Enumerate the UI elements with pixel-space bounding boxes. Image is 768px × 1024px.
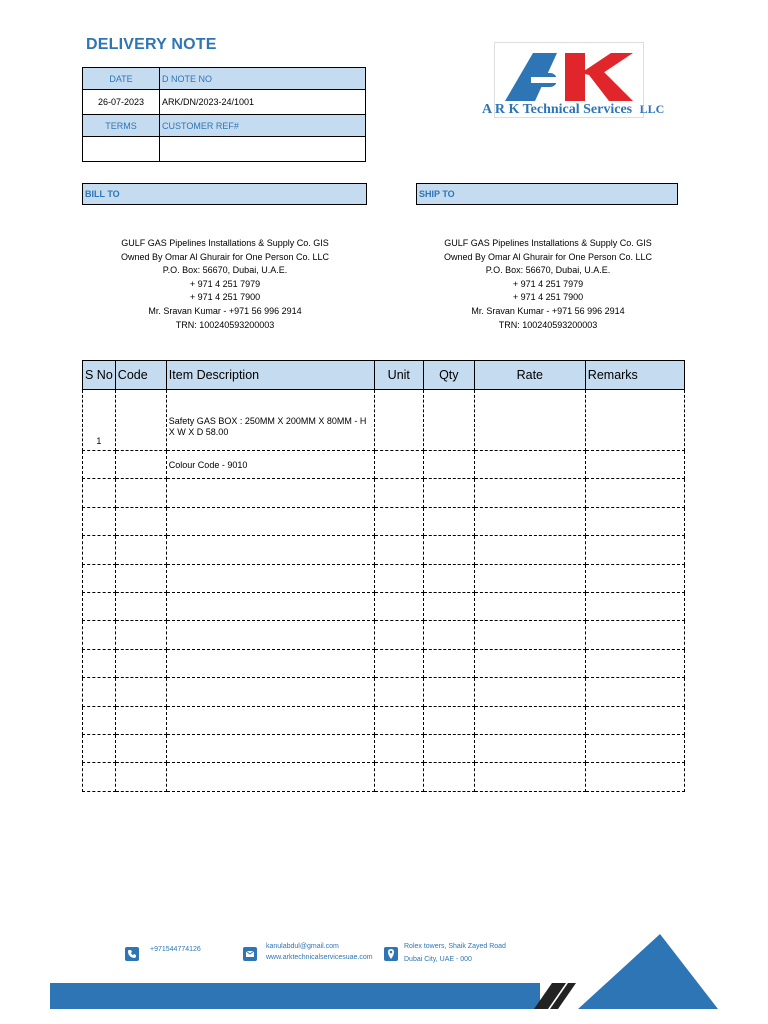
row-sno [83, 451, 116, 479]
row-rate [474, 451, 585, 479]
row-description: Safety GAS BOX : 250MM X 200MM X 80MM - H X W X D 58.00 [166, 390, 374, 451]
col-qty: Qty [423, 361, 474, 390]
company-name [482, 102, 664, 118]
company-name-text: A R K Technical Services [482, 102, 633, 117]
table-row [83, 734, 685, 762]
date-value: 26-07-2023 [83, 90, 160, 115]
table-row [83, 564, 685, 592]
items-header-row [83, 361, 685, 390]
table-row [83, 536, 685, 564]
bill-to-line: Owned By Omar Al Ghurair for One Person Co. LLC [120, 251, 330, 262]
table-row [83, 763, 685, 791]
col-description: Item Description [166, 361, 374, 390]
col-code: Code [115, 361, 166, 390]
row-qty [423, 451, 474, 479]
table-row [83, 479, 685, 507]
col-unit: Unit [374, 361, 423, 390]
ship-to-line: + 971 4 251 7979 [512, 278, 584, 289]
items-table [82, 360, 685, 792]
document-title: DELIVERY NOTE [86, 36, 217, 53]
row-code [115, 451, 166, 479]
table-row [83, 649, 685, 677]
custref-label: CUSTOMER REF# [160, 115, 366, 137]
footer-bar [50, 983, 540, 1009]
dnote-value: ARK/DN/2023-24/1001 [160, 90, 366, 115]
bill-to-line: + 971 4 251 7900 [189, 292, 261, 303]
bill-to-line: P.O. Box: 56670, Dubai, U.A.E. [162, 265, 288, 276]
date-label: DATE [83, 68, 160, 90]
terms-label: TERMS [83, 115, 160, 137]
terms-value [83, 137, 160, 162]
table-row [83, 706, 685, 734]
address-line1: Rolex towers, Shaik Zayed Road [404, 943, 506, 950]
table-row [83, 678, 685, 706]
company-suffix: LLC [639, 102, 665, 116]
row-unit [374, 451, 423, 479]
table-row [83, 621, 685, 649]
table-row [83, 451, 685, 479]
ship-to-line: TRN: 100240593200003 [498, 319, 598, 330]
row-code [115, 390, 166, 451]
footer-band [0, 930, 768, 1024]
ship-to-header: SHIP TO [416, 183, 678, 205]
col-rate: Rate [474, 361, 585, 390]
row-qty [423, 390, 474, 451]
ship-to-line: GULF GAS Pipelines Installations & Supply Co. GIS [444, 238, 652, 248]
col-sno: S No [83, 361, 116, 390]
bill-to-line: + 971 4 251 7979 [189, 278, 261, 289]
bill-to-line: TRN: 100240593200003 [175, 319, 275, 330]
phone-text: +971544774126 [150, 946, 201, 953]
table-row [83, 592, 685, 620]
bill-to-header: BILL TO [82, 183, 367, 205]
row-sno: 1 [83, 390, 116, 451]
info-table [82, 67, 366, 162]
ark-logo-mark [495, 43, 643, 103]
col-remarks: Remarks [585, 361, 684, 390]
address-line2: Dubai City, UAE - 000 [404, 956, 472, 963]
bill-to-address [75, 237, 375, 332]
footer-triangle [578, 934, 718, 1009]
row-unit [374, 390, 423, 451]
table-row [83, 507, 685, 535]
bill-to-line: GULF GAS Pipelines Installations & Supply Co. GIS [121, 238, 329, 248]
dnote-label: D NOTE NO [160, 68, 366, 90]
ship-to-line: + 971 4 251 7900 [512, 292, 584, 303]
row-remarks [585, 390, 684, 451]
custref-value [160, 137, 366, 162]
row-remarks [585, 451, 684, 479]
ship-to-line: P.O. Box: 56670, Dubai, U.A.E. [485, 265, 611, 276]
email-text: kanulabdul@gmail.com [266, 943, 339, 950]
ship-to-line: Owned By Omar Al Ghurair for One Person Co. LLC [443, 251, 653, 262]
ship-to-address [398, 237, 698, 332]
bill-to-line: Mr. Sravan Kumar - +971 56 996 2914 [148, 305, 302, 316]
row-description: Colour Code - 9010 [166, 451, 374, 479]
ship-to-line: Mr. Sravan Kumar - +971 56 996 2914 [471, 305, 625, 316]
website-text: www.arktechnicalservicesuae.com [266, 954, 373, 961]
row-rate [474, 390, 585, 451]
table-row [83, 390, 685, 451]
